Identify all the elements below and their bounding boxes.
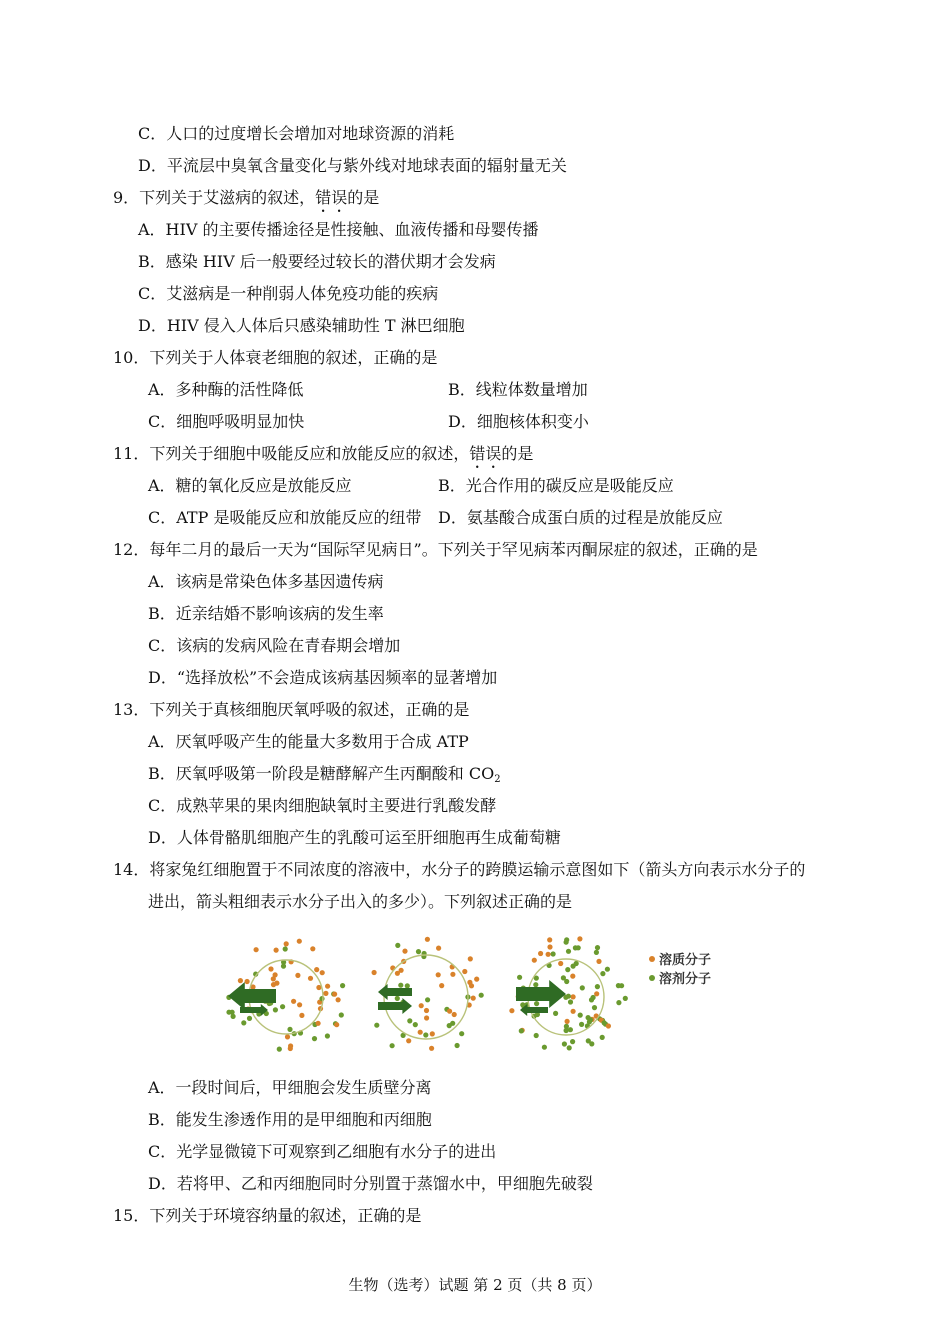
option-11a: A．糖的氧化反应是放能反应	[148, 476, 352, 495]
molecule-dot	[406, 1038, 411, 1043]
molecule-dot	[402, 949, 407, 954]
molecule-dot	[407, 1018, 412, 1023]
molecule-dot	[571, 994, 576, 999]
molecule-dot	[295, 973, 300, 978]
molecule-dot	[551, 951, 556, 956]
osmosis-figure	[226, 934, 746, 1060]
molecule-dot	[568, 999, 573, 1004]
molecule-dot	[424, 1015, 429, 1020]
molecule-dot	[600, 971, 605, 976]
molecule-dot	[595, 945, 600, 950]
molecule-dot	[534, 1033, 539, 1038]
molecule-dot	[430, 1031, 435, 1036]
molecule-dot	[283, 946, 288, 951]
molecule-dot	[291, 999, 296, 1004]
molecule-dot	[542, 1045, 547, 1050]
molecule-dot	[273, 1007, 278, 1012]
molecule-dot	[586, 1038, 591, 1043]
molecule-dot	[592, 1005, 597, 1010]
molecule-dot	[425, 997, 430, 1002]
molecule-dot	[395, 943, 400, 948]
molecule-dot	[436, 972, 441, 977]
molecule-dot	[547, 937, 552, 942]
molecule-dot	[565, 1019, 570, 1024]
molecule-dot	[285, 1034, 290, 1039]
molecule-dot	[231, 1014, 236, 1019]
molecule-dot	[605, 967, 610, 972]
molecule-dot	[245, 979, 250, 984]
molecule-dot	[606, 1023, 611, 1028]
question-13: 13．下列关于真核细胞厌氧呼吸的叙述，正确的是	[113, 700, 470, 719]
molecule-dot	[546, 952, 551, 957]
molecule-dot	[567, 1045, 572, 1050]
emphasis-mark: 错误	[315, 188, 348, 207]
molecule-dot	[425, 937, 430, 942]
molecule-dot	[532, 958, 537, 963]
molecule-dot	[594, 950, 599, 955]
molecule-dot	[308, 976, 313, 981]
molecule-dot	[509, 1008, 514, 1013]
molecule-dot	[398, 983, 403, 988]
option-13d: D．人体骨骼肌细胞产生的乳酸可运至肝细胞再生成葡萄糖	[148, 828, 561, 847]
molecule-dot	[439, 983, 444, 988]
molecule-dot	[533, 982, 538, 987]
option-10d: D．细胞核体积变小	[448, 412, 589, 431]
molecule-dot	[571, 964, 576, 969]
question-10: 10．下列关于人体衰老细胞的叙述，正确的是	[113, 348, 438, 367]
molecule-dot	[336, 997, 341, 1002]
molecule-dot	[566, 949, 571, 954]
molecule-dot	[274, 948, 279, 953]
molecule-dot	[323, 991, 328, 996]
subscript: 2	[494, 774, 501, 785]
molecule-dot	[280, 1004, 285, 1009]
molecule-dot	[247, 1016, 252, 1021]
molecule-dot	[571, 1009, 576, 1014]
solvent-legend-dot	[649, 975, 655, 981]
molecule-dot	[271, 982, 276, 987]
molecule-dot	[577, 936, 582, 941]
molecule-dot	[312, 1036, 317, 1041]
molecule-dot	[564, 937, 569, 942]
molecule-dot	[455, 1043, 460, 1048]
molecule-dot	[564, 1028, 569, 1033]
question-14-continued: 进出，箭头粗细表示水分子出入的多少）。下列叙述正确的是	[148, 892, 573, 911]
molecule-dot	[297, 939, 302, 944]
molecule-dot	[429, 1046, 434, 1051]
molecule-dot	[566, 994, 571, 999]
molecule-dot	[297, 1002, 302, 1007]
molecule-dot	[519, 1028, 524, 1033]
legend-solvent: 溶剂分子	[659, 971, 712, 986]
molecule-dot	[553, 1011, 558, 1016]
molecule-dot	[471, 996, 476, 1001]
molecule-dot	[241, 1020, 246, 1025]
emphasis-mark: 错误	[469, 444, 502, 463]
molecule-dot	[547, 944, 552, 949]
molecule-dot	[570, 1039, 575, 1044]
solute-legend-dot	[649, 956, 655, 962]
molecule-dot	[468, 956, 473, 961]
molecule-dot	[424, 1008, 429, 1013]
option-14c: C．光学显微镜下可观察到乙细胞有水分子的进出	[148, 1142, 497, 1161]
option-12a: A．该病是常染色体多基因遗传病	[148, 572, 384, 591]
option-12c: C．该病的发病风险在青春期会增加	[148, 636, 401, 655]
molecule-dot	[600, 1035, 605, 1040]
molecule-dot	[254, 947, 259, 952]
molecule-dot	[534, 1001, 539, 1006]
molecule-dot	[616, 1000, 621, 1005]
molecule-dot	[395, 996, 400, 1001]
molecule-dot	[578, 1013, 583, 1018]
molecule-dot	[405, 983, 410, 988]
molecule-dot	[268, 966, 273, 971]
molecule-dot	[284, 941, 289, 946]
option-10a: A．多种酶的活性降低	[148, 380, 304, 399]
option-11c: C．ATP 是吸能反应和放能反应的纽带	[148, 508, 422, 527]
molecule-dot	[277, 1047, 282, 1052]
molecule-dot	[372, 970, 377, 975]
molecule-dot	[423, 1032, 428, 1037]
option-10b: B．线粒体数量增加	[448, 380, 588, 399]
option-13b: B．厌氧呼吸第一阶段是糖酵解产生丙酮酸和 $CO_2$	[148, 764, 501, 785]
molecule-dot	[467, 980, 472, 985]
option-8c: C．人口的过度增长会增加对地球资源的消耗	[138, 124, 455, 143]
molecule-dot	[413, 1022, 418, 1027]
molecule-dot	[452, 1012, 457, 1017]
molecule-dot	[588, 1017, 593, 1022]
molecule-dot	[565, 967, 570, 972]
question-9: 9．下列关于艾滋病的叙述，错误的是	[113, 188, 380, 207]
molecule-dot	[418, 1030, 423, 1035]
molecule-dot	[568, 1027, 573, 1032]
molecule-dot	[238, 978, 243, 983]
molecule-dot	[595, 984, 600, 989]
molecule-dot	[538, 951, 543, 956]
molecule-dot	[517, 975, 522, 980]
option-11b: B．光合作用的碳反应是吸能反应	[438, 476, 674, 495]
water-in-arrow	[378, 998, 412, 1014]
option-13c: C．成熟苹果的果肉细胞缺氧时主要进行乳酸发酵	[148, 796, 497, 815]
question-15: 15．下列关于环境容纳量的叙述，正确的是	[113, 1206, 422, 1225]
molecule-dot	[339, 1012, 344, 1017]
question-11: 11．下列关于细胞中吸能反应和放能反应的叙述，错误的是	[113, 444, 534, 463]
legend-solute: 溶质分子	[659, 952, 712, 967]
molecule-dot	[591, 995, 596, 1000]
option-11d: D．氨基酸合成蛋白质的过程是放能反应	[438, 508, 723, 527]
molecule-dot	[596, 959, 601, 964]
molecule-dot	[479, 993, 484, 998]
option-9d: D．HIV 侵入人体后只感染辅助性 T 淋巴细胞	[138, 316, 465, 335]
molecule-dot	[314, 967, 319, 972]
option-14b: B．能发生渗透作用的是甲细胞和丙细胞	[148, 1110, 432, 1129]
molecule-dot	[332, 992, 337, 997]
molecule-dot	[299, 1013, 304, 1018]
molecule-dot	[564, 979, 569, 984]
option-13a: A．厌氧呼吸产生的能量大多数用于合成 ATP	[148, 732, 469, 751]
question-12: 12．每年二月的最后一天为“国际罕见病日”。下列关于罕见病苯丙酮尿症的叙述，正确的是	[113, 540, 758, 559]
legend	[649, 952, 711, 986]
option-9c: C．艾滋病是一种削弱人体免疫功能的疾病	[138, 284, 439, 303]
option-9b: B．感染 HIV 后一般要经过较长的潜伏期才会发病	[138, 252, 496, 271]
molecule-dot	[287, 1027, 292, 1032]
molecule-dot	[619, 983, 624, 988]
molecule-dot	[325, 984, 330, 989]
option-12d: D．“选择放松”不会造成该病基因频率的显著增加	[148, 668, 498, 687]
molecule-dot	[325, 1033, 330, 1038]
molecule-dot	[340, 983, 345, 988]
option-10c: C．细胞呼吸明显加快	[148, 412, 305, 431]
molecule-dot	[562, 1041, 567, 1046]
molecule-dot	[558, 961, 563, 966]
option-8d: D．平流层中臭氧含量变化与紫外线对地球表面的辐射量无关	[138, 156, 567, 175]
molecule-dot	[334, 1022, 339, 1027]
molecule-dot	[310, 946, 315, 951]
molecule-dot	[579, 1022, 584, 1027]
molecule-dot	[447, 1023, 452, 1028]
molecule-dot	[288, 1046, 293, 1051]
molecule-dot	[374, 1023, 379, 1028]
molecule-dot	[273, 972, 278, 977]
molecule-dot	[320, 970, 325, 975]
molecule-dot	[570, 974, 575, 979]
molecule-dot	[319, 996, 324, 1001]
page-footer: 生物（选考）试题 第 2 页（共 8 页）	[348, 1276, 602, 1294]
molecule-dot	[474, 977, 479, 982]
molecule-dot	[416, 949, 421, 954]
molecule-dot	[419, 1003, 424, 1008]
molecule-dot	[623, 996, 628, 1001]
molecule-dot	[576, 945, 581, 950]
molecule-dot	[226, 1010, 231, 1015]
molecule-dot	[580, 985, 585, 990]
molecule-dot	[462, 969, 467, 974]
molecule-dot	[316, 1021, 321, 1026]
molecule-dot	[447, 1009, 452, 1014]
molecule-dot	[459, 1031, 464, 1036]
question-14: 14．将家兔红细胞置于不同浓度的溶液中，水分子的跨膜运输示意图如下（箭头方向表示水分子的	[113, 860, 806, 879]
option-14d: D．若将甲、乙和丙细胞同时分别置于蒸馏水中，甲细胞先破裂	[148, 1174, 593, 1193]
molecule-dot	[390, 1043, 395, 1048]
molecule-dot	[399, 968, 404, 973]
molecule-dot	[436, 946, 441, 951]
option-9a: A．HIV 的主要传播途径是性接触、血液传播和母婴传播	[138, 220, 539, 239]
option-12b: B．近亲结婚不影响该病的发生率	[148, 604, 384, 623]
option-14a: A．一段时间后，甲细胞会发生质壁分离	[148, 1078, 432, 1097]
molecule-dot	[450, 972, 455, 977]
